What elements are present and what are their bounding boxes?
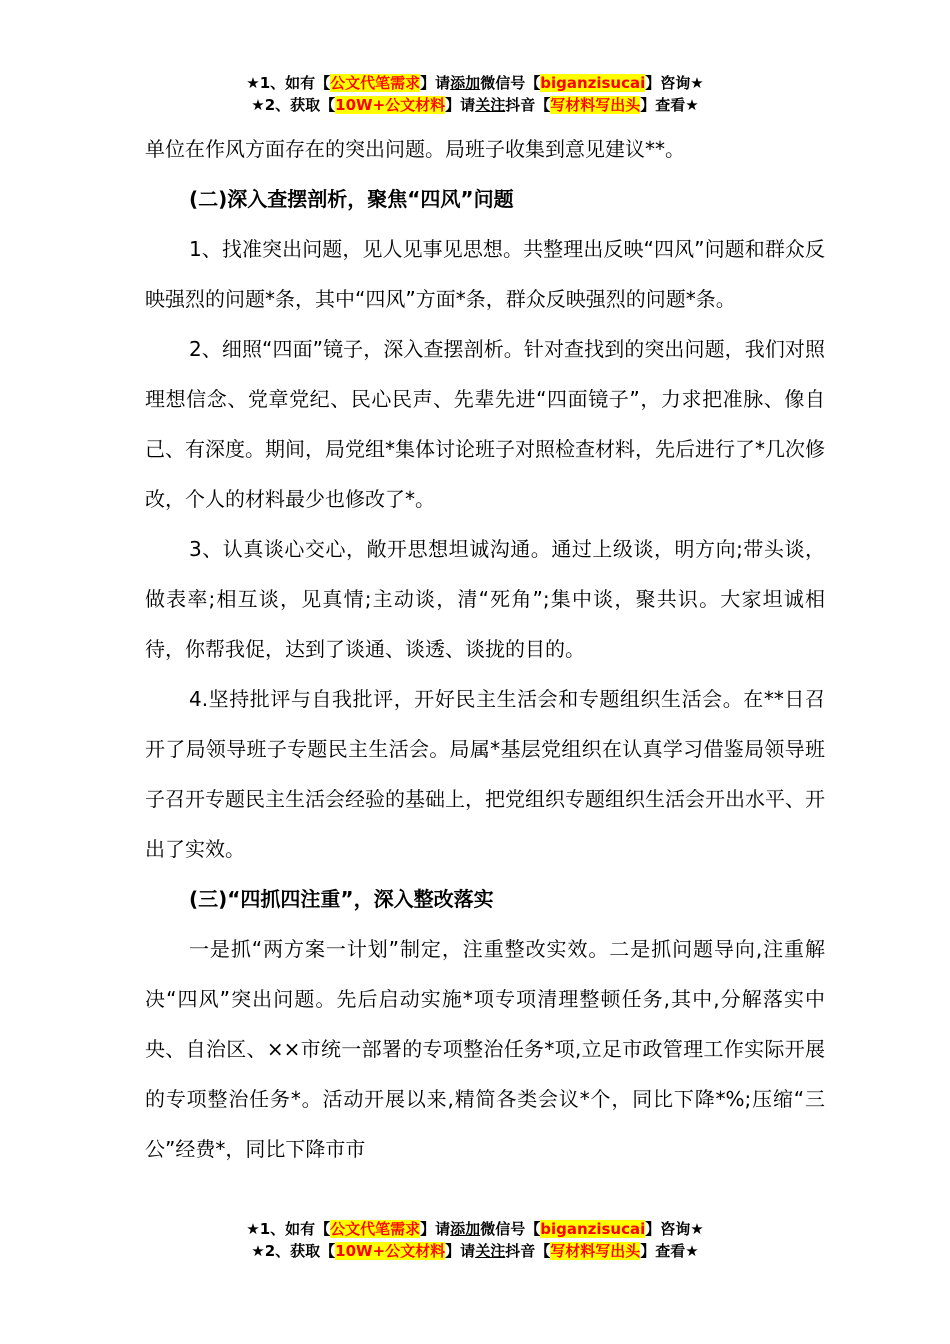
banner-text: 2、获取【 bbox=[264, 1242, 336, 1260]
document-body bbox=[145, 124, 825, 1174]
banner-text: 】查看 bbox=[640, 96, 686, 114]
paragraph: 单位在作风方面存在的突出问题。局班子收集到意见建议**。 bbox=[145, 137, 685, 161]
banner-text: 微信号【 bbox=[480, 1220, 541, 1238]
star-icon: ★ bbox=[251, 1242, 265, 1260]
banner-line-1 bbox=[0, 1218, 950, 1240]
star-icon: ★ bbox=[685, 96, 699, 114]
section-heading: (三)“四抓四注重”，深入整改落实 bbox=[189, 887, 494, 911]
section-heading: (二)深入查摆剖析，聚焦“四风”问题 bbox=[189, 187, 514, 211]
douyin-account: 写材料写出头 bbox=[550, 1242, 641, 1260]
banner-text: 微信号【 bbox=[480, 74, 541, 92]
banner-text: 】请 bbox=[445, 96, 476, 114]
banner-line-1 bbox=[0, 72, 950, 94]
paragraph: 4.坚持批评与自我批评，开好民主生活会和专题组织生活会。在**日召开了局领导班子专题民主生活会。局属*基层党组织在认真学习借鉴局领导班子召开专题民主生活会经验的基础上，把党组织专题组织生活会开出水平、开出了实效。 bbox=[145, 687, 825, 861]
banner-line-2 bbox=[0, 1240, 950, 1262]
underlined-text: 关注 bbox=[475, 96, 506, 114]
banner-text: 】请 bbox=[420, 1220, 451, 1238]
star-icon: ★ bbox=[690, 74, 704, 92]
underlined-text: 添加 bbox=[450, 1220, 481, 1238]
star-icon: ★ bbox=[690, 1220, 704, 1238]
highlight-text: 公文代笔需求 bbox=[330, 1220, 421, 1238]
underlined-text: 添加 bbox=[450, 74, 481, 92]
highlight-text: 10W+公文材料 bbox=[335, 96, 446, 114]
wechat-id: biganzisucai bbox=[540, 74, 646, 92]
banner-text: 】查看 bbox=[640, 1242, 686, 1260]
footer-banner bbox=[0, 1218, 950, 1262]
wechat-id: biganzisucai bbox=[540, 1220, 646, 1238]
star-icon: ★ bbox=[251, 96, 265, 114]
banner-text: 】咨询 bbox=[645, 1220, 691, 1238]
banner-text: 】请 bbox=[420, 74, 451, 92]
banner-text: 2、获取【 bbox=[264, 96, 336, 114]
banner-text: 】请 bbox=[445, 1242, 476, 1260]
highlight-text: 公文代笔需求 bbox=[330, 74, 421, 92]
paragraph: 1、找准突出问题，见人见事见思想。共整理出反映“四风”问题和群众反映强烈的问题*条，其中“四风”方面*条，群众反映强烈的问题*条。 bbox=[145, 237, 825, 311]
banner-text: 1、如有【 bbox=[259, 1220, 331, 1238]
header-banner bbox=[0, 72, 950, 116]
douyin-account: 写材料写出头 bbox=[550, 96, 641, 114]
star-icon: ★ bbox=[246, 1220, 260, 1238]
highlight-text: 10W+公文材料 bbox=[335, 1242, 446, 1260]
paragraph: 2、细照“四面”镜子，深入查摆剖析。针对查找到的突出问题，我们对照理想信念、党章党纪、民心民声、先辈先进“四面镜子”，力求把准脉、像自己、有深度。期间，局党组*集体讨论班子对照检查材料，先后进行了*几次修改，个人的材料最少也修改了*。 bbox=[145, 337, 825, 511]
paragraph: 一是抓“两方案一计划”制定，注重整改实效。二是抓问题导向,注重解决“四风”突出问题。先后启动实施*项专项清理整顿任务,其中,分解落实中央、自治区、××市统一部署的专项整治任务*项,立足市政管理工作实际开展的专项整治任务*。活动开展以来,精简各类会议*个，同比下降*%;压缩“三公”经费*，同比下降市市 bbox=[145, 937, 825, 1161]
banner-text: 抖音【 bbox=[505, 1242, 551, 1260]
banner-text: 】咨询 bbox=[645, 74, 691, 92]
banner-text: 抖音【 bbox=[505, 96, 551, 114]
banner-line-2 bbox=[0, 94, 950, 116]
banner-text: 1、如有【 bbox=[259, 74, 331, 92]
paragraph: 3、认真谈心交心，敞开思想坦诚沟通。通过上级谈，明方向;带头谈，做表率;相互谈，见真情;主动谈，清“死角”;集中谈，聚共识。大家坦诚相待，你帮我促，达到了谈通、谈透、谈拢的目的。 bbox=[145, 537, 825, 661]
star-icon: ★ bbox=[685, 1242, 699, 1260]
star-icon: ★ bbox=[246, 74, 260, 92]
underlined-text: 关注 bbox=[475, 1242, 506, 1260]
